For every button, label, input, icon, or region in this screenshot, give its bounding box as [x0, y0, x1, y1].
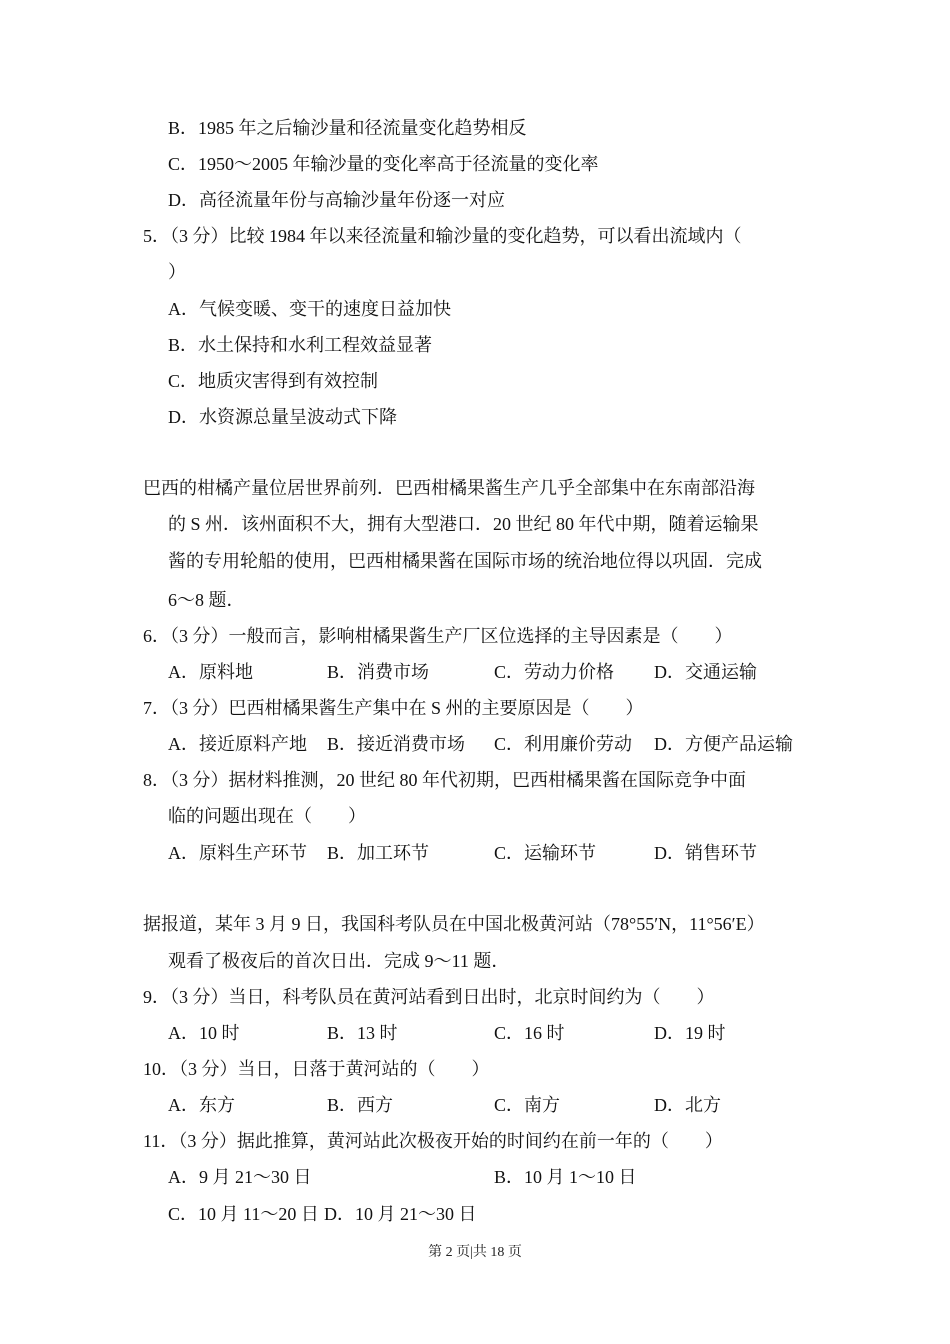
passage2-line-2: 的 S 州．该州面积不大，拥有大型港口．20 世纪 80 年代中期，随着运输果: [168, 514, 759, 534]
q4-option-b: B．1985 年之后输沙量和径流量变化趋势相反: [168, 118, 527, 138]
q7-option-c: C．利用廉价劳动: [494, 734, 633, 754]
q8-option-b: B．加工环节: [327, 843, 430, 863]
q11-option-a: A．9 月 21～30 日: [168, 1167, 312, 1187]
q9-option-b: B．13 时: [327, 1023, 398, 1043]
q6-option-b: B．消费市场: [327, 662, 430, 682]
q7-option-b: B．接近消费市场: [327, 734, 466, 754]
q5-stem-cont: ）: [168, 262, 186, 282]
q9-stem: 9．（3 分）当日，科考队员在黄河站看到日出时，北京时间约为（ ）: [143, 987, 715, 1007]
q7-option-d: D．方便产品运输: [654, 734, 793, 754]
passage2-line-4: 6～8 题．: [168, 590, 245, 610]
q8-option-a: A．原料生产环节: [168, 843, 307, 863]
q4-option-d: D．高径流量年份与高输沙量年份逐一对应: [168, 190, 505, 210]
passage2-line-1: 巴西的柑橘产量位居世界前列．巴西柑橘果酱生产几乎全部集中在东南部沿海: [143, 478, 755, 498]
q5-option-d: D．水资源总量呈波动式下降: [168, 407, 397, 427]
q9-option-c: C．16 时: [494, 1023, 565, 1043]
passage2-line-3: 酱的专用轮船的使用，巴西柑橘果酱在国际市场的统治地位得以巩固．完成: [168, 551, 762, 571]
q11-option-c: C．10 月 11～20 日: [168, 1204, 319, 1224]
q7-option-a: A．接近原料产地: [168, 734, 307, 754]
q10-option-d: D．北方: [654, 1095, 721, 1115]
q11-option-b: B．10 月 1～10 日: [494, 1167, 637, 1187]
q4-option-c: C．1950～2005 年输沙量的变化率高于径流量的变化率: [168, 154, 599, 174]
q8-stem: 8．（3 分）据材料推测，20 世纪 80 年代初期，巴西柑橘果酱在国际竞争中面: [143, 770, 746, 790]
q5-stem: 5．（3 分）比较 1984 年以来径流量和输沙量的变化趋势，可以看出流域内（: [143, 226, 742, 246]
q6-option-c: C．劳动力价格: [494, 662, 615, 682]
q6-stem: 6．（3 分）一般而言，影响柑橘果酱生产厂区位选择的主导因素是（ ）: [143, 626, 733, 646]
q10-option-a: A．东方: [168, 1095, 235, 1115]
q5-option-b: B．水土保持和水利工程效益显著: [168, 335, 433, 355]
q9-option-a: A．10 时: [168, 1023, 240, 1043]
q8-stem-cont: 临的问题出现在（ ）: [168, 806, 366, 826]
q11-stem: 11．（3 分）据此推算，黄河站此次极夜开始的时间约在前一年的（ ）: [143, 1131, 723, 1151]
q10-option-b: B．西方: [327, 1095, 394, 1115]
q11-option-d: D．10 月 21～30 日: [324, 1204, 477, 1224]
passage3-line-2: 观看了极夜后的首次日出．完成 9～11 题．: [168, 951, 510, 971]
q5-option-a: A．气候变暖、变干的速度日益加快: [168, 299, 451, 319]
q6-option-a: A．原料地: [168, 662, 253, 682]
page-number-footer: 第 2 页|共 18 页: [428, 1245, 522, 1260]
q10-option-c: C．南方: [494, 1095, 561, 1115]
q10-stem: 10．（3 分）当日，日落于黄河站的（ ）: [143, 1059, 490, 1079]
passage3-line-1: 据报道，某年 3 月 9 日，我国科考队员在中国北极黄河站（78°55′N，11°56′E）: [143, 914, 765, 934]
q5-option-c: C．地质灾害得到有效控制: [168, 371, 379, 391]
q8-option-d: D．销售环节: [654, 843, 757, 863]
q9-option-d: D．19 时: [654, 1023, 726, 1043]
q6-option-d: D．交通运输: [654, 662, 757, 682]
q8-option-c: C．运输环节: [494, 843, 597, 863]
q7-stem: 7．（3 分）巴西柑橘果酱生产集中在 S 州的主要原因是（ ）: [143, 698, 644, 718]
